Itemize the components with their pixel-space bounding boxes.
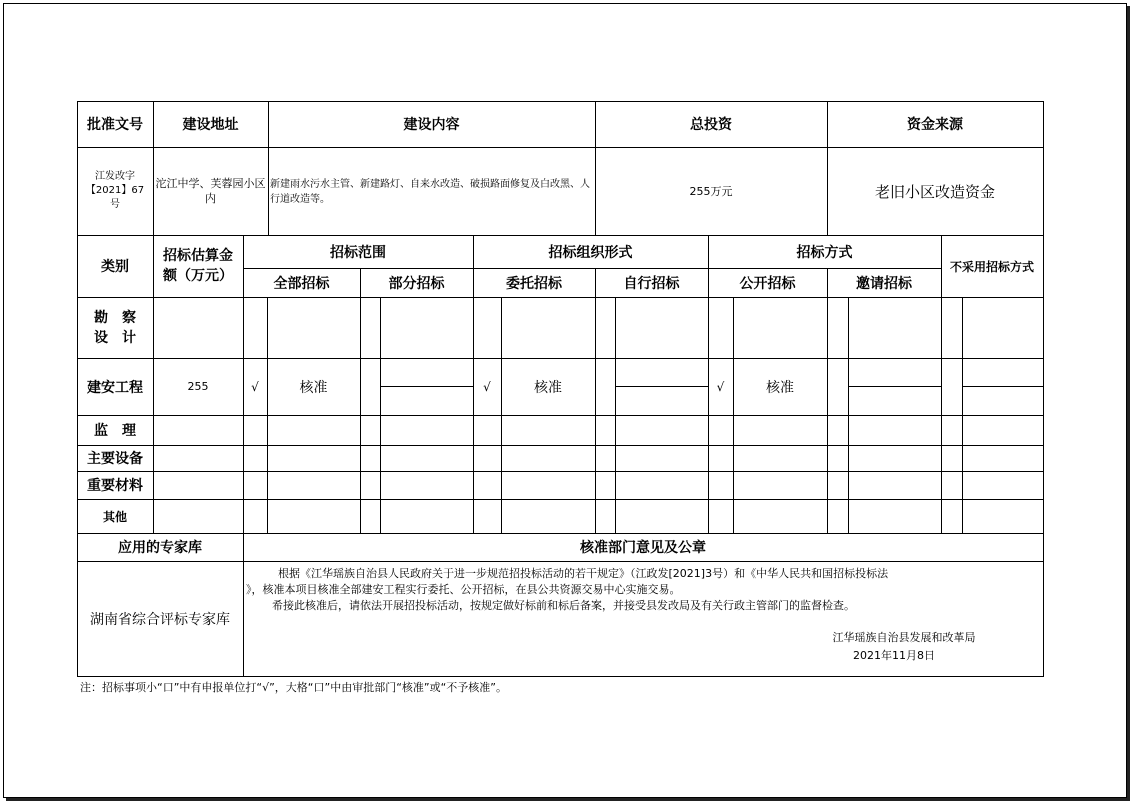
opinion-text-line1: 根据《江华瑶族自治县人民政府关于进一步规范招投标活动的若干规定》（江政发[2021]3号）和《中华人民共和国招标投标法 — [278, 567, 889, 580]
row-construction: 建安工程 — [87, 379, 143, 396]
header-scope-part: 部分招标 — [388, 275, 445, 292]
header-fund-source: 资金来源 — [907, 117, 963, 133]
header-organize: 招标组织形式 — [548, 244, 633, 261]
construction-estimate: 255 — [187, 380, 209, 393]
fund-source-value: 老旧小区改造资金 — [874, 182, 995, 201]
row-materials: 重要材料 — [87, 478, 143, 494]
opinion-text-line3: 希接此核准后，请依法开展招投标活动，按规定做好标前和标后备案，并接受县发改局及有关行政主管部门的监督检查。 — [272, 599, 855, 612]
content-value: 新建雨水污水主管、新建路灯、自来水改造、破损路面修复及白改黑、人行道改造等。 — [270, 179, 590, 205]
header-scope: 招标范围 — [330, 244, 386, 261]
grid-line — [243, 235, 244, 677]
grid-line — [267, 297, 268, 534]
grid-line — [77, 471, 1044, 472]
grid-line — [360, 268, 361, 534]
grid-line — [733, 297, 734, 534]
header-estimate: 招标估算金额（万元） — [163, 248, 233, 284]
grid-line — [962, 297, 963, 534]
checkmark-open: √ — [716, 379, 725, 394]
grid-line — [615, 297, 616, 534]
approved-scope-all: 核准 — [299, 379, 328, 396]
row-survey-design: 勘 察 设 计 — [94, 309, 136, 346]
checkmark-entrust: √ — [483, 379, 491, 394]
row-other: 其他 — [102, 509, 127, 524]
grid-line — [77, 445, 1044, 446]
document-page — [3, 3, 1127, 798]
grid-line — [380, 297, 381, 534]
expert-db-label: 应用的专家库 — [118, 540, 202, 556]
investment-value: 255万元 — [689, 185, 733, 198]
header-category: 类别 — [101, 259, 129, 275]
grid-line — [77, 415, 1044, 416]
header-scope-all: 全部招标 — [273, 275, 330, 292]
header-address: 建设地址 — [182, 117, 239, 133]
grid-line — [380, 386, 473, 387]
header-method: 招标方式 — [796, 244, 853, 261]
table-border-bottom — [77, 676, 1044, 677]
table-border-right — [1043, 101, 1044, 677]
signer: 江华瑶族自治县发展和改革局 — [832, 631, 976, 644]
grid-line — [962, 386, 1044, 387]
header-method-open: 公开招标 — [739, 275, 796, 292]
opinion-label: 核准部门意见及公章 — [580, 540, 706, 556]
grid-line — [615, 386, 708, 387]
grid-line — [848, 386, 941, 387]
address-value: 沱江中学、芙蓉园小区内 — [155, 177, 266, 205]
expert-db-value: 湖南省综合评标专家库 — [90, 611, 230, 628]
grid-line — [827, 268, 828, 534]
grid-line — [77, 499, 1044, 500]
grid-line — [501, 297, 502, 534]
row-supervision: 监 理 — [94, 423, 136, 439]
header-approval-no: 批准文号 — [87, 117, 143, 133]
row-equipment: 主要设备 — [87, 451, 143, 467]
checkmark-scope-all: √ — [251, 379, 259, 394]
grid-line — [595, 268, 596, 534]
signature-date: 2021年11月8日 — [853, 649, 935, 662]
header-organize-entrust: 委托招标 — [506, 275, 562, 292]
grid-line — [77, 297, 1044, 298]
opinion-text-line2: 》，核准本项目核准全部建安工程实行委托、公开招标，在县公共资源交易中心实施交易。 — [246, 583, 681, 596]
header-content: 建设内容 — [403, 117, 460, 133]
header-no-bidding: 不采用招标方式 — [949, 259, 1034, 274]
approved-entrust: 核准 — [534, 379, 562, 396]
header-investment: 总投资 — [690, 117, 732, 133]
header-organize-self: 自行招标 — [623, 275, 680, 292]
header-method-invite: 邀请招标 — [856, 275, 912, 292]
footnote: 注：招标事项小“口”中有申报单位打“√”，大格“口”中由审批部门“核准”或“不予核准”。 — [80, 681, 507, 694]
grid-line — [848, 297, 849, 534]
approval-no-value: 江发改字【2021】67号 — [85, 171, 145, 210]
approved-open: 核准 — [766, 379, 794, 396]
